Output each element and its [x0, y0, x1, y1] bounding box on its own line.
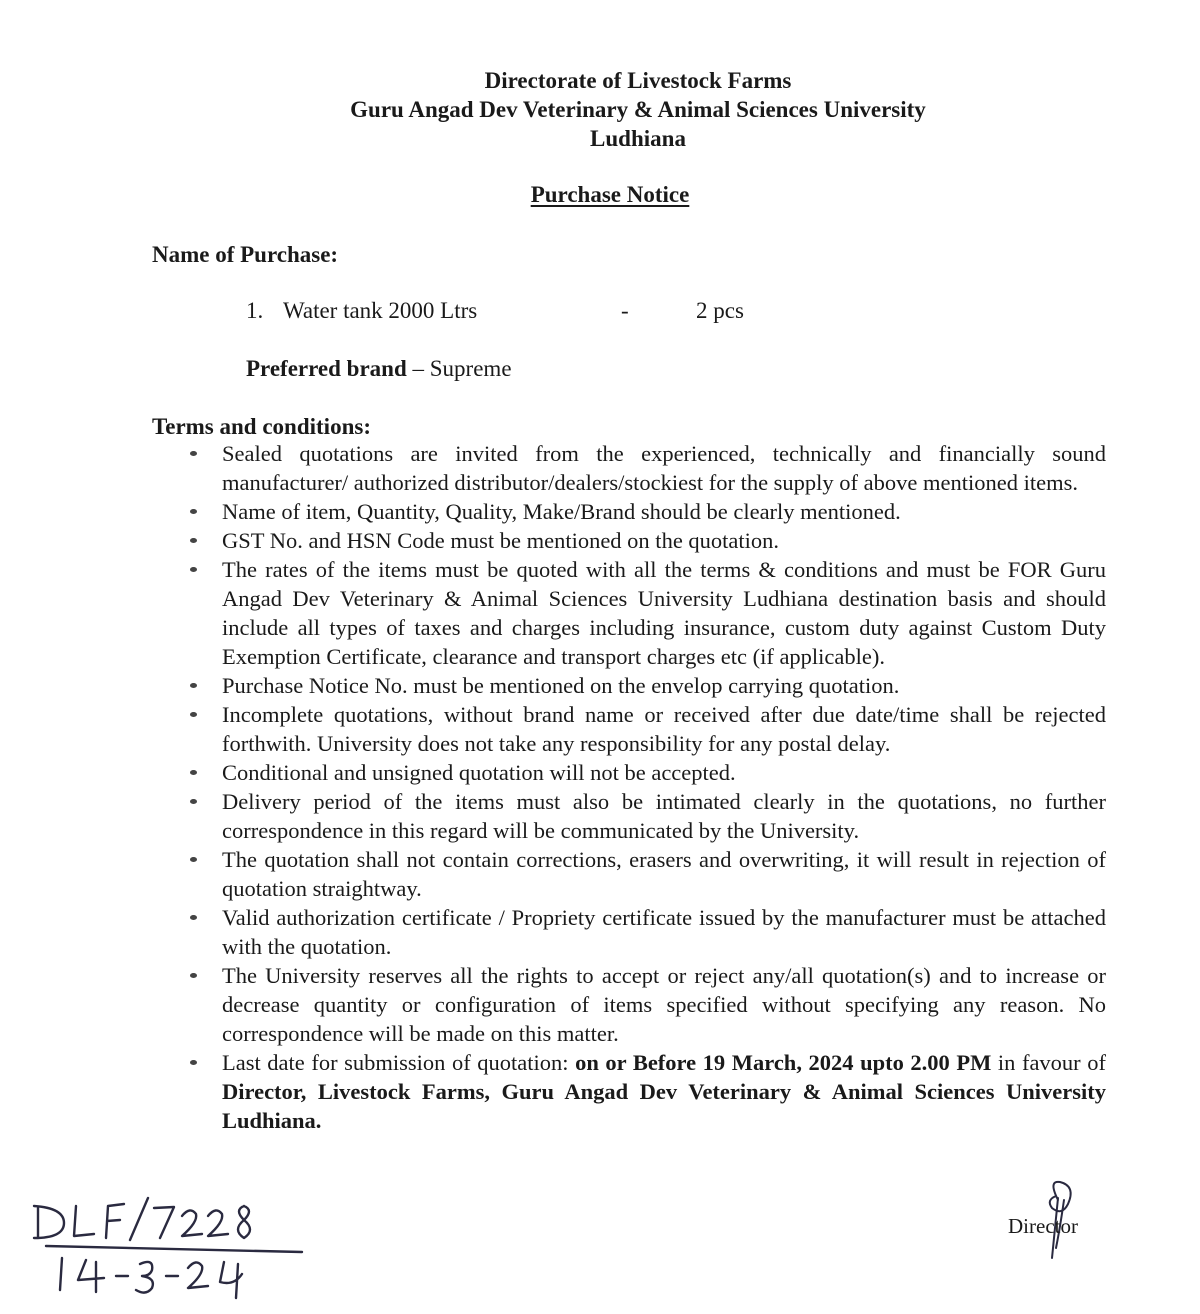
preferred-brand — [246, 356, 512, 382]
term-item — [186, 758, 1106, 787]
item-quantity: 2 pcs — [696, 298, 744, 323]
bullet-icon — [190, 1060, 197, 1065]
bullet-icon — [190, 915, 197, 920]
term-item — [186, 961, 1106, 1048]
term-item — [186, 439, 1106, 497]
term-text: The rates of the items must be quoted with all the terms & conditions and must be FOR Guru Angad Dev Veterinary & Animal Sciences University Ludhiana destination basis and should include all types of taxes and charges including insurance, custom duty against Custom Duty Exemption Certificate, clearance and transport charges etc (if applicable). — [222, 557, 1106, 669]
terms-list — [186, 439, 1106, 1135]
term-text: The University reserves all the rights to accept or reject any/all quotation(s) and to increase or decrease quantity or configuration of items specified without specifying any reason. No correspondence will be made on this matter. — [222, 963, 1106, 1046]
term-item — [186, 903, 1106, 961]
header-directorate: Directorate of Livestock Farms — [484, 68, 792, 93]
term-text: Valid authorization certificate / Propriety certificate issued by the manufacturer must be attached with the quotation. — [222, 905, 1106, 959]
item-dash: - — [621, 298, 629, 323]
term-text: Sealed quotations are invited from the experienced, technically and financially sound manufacturer/ authorized distributor/dealers/stockiest for the supply of above mentioned items. — [222, 441, 1106, 495]
term-item — [186, 845, 1106, 903]
term-text: Purchase Notice No. must be mentioned on the envelop carrying quotation. — [222, 673, 900, 698]
notice-title: Purchase Notice — [530, 182, 690, 207]
term-text: Incomplete quotations, without brand name or received after due date/time shall be rejected forthwith. University does not take any responsibility for any postal delay. — [222, 702, 1106, 756]
preferred-brand-label: Preferred brand — [246, 356, 407, 381]
last-date-value: on or Before 19 March, 2024 upto 2.00 PM — [575, 1050, 992, 1075]
term-item — [186, 555, 1106, 671]
term-text: Name of item, Quantity, Quality, Make/Brand should be clearly mentioned. — [222, 499, 901, 524]
signature-label: Director — [1008, 1214, 1078, 1238]
last-date-prefix: Last date for submission of quotation: — [222, 1050, 576, 1075]
handwritten-reference — [24, 1194, 324, 1304]
term-text: Conditional and unsigned quotation will not be accepted. — [222, 760, 736, 785]
term-text: GST No. and HSN Code must be mentioned on the quotation. — [222, 528, 780, 553]
name-of-purchase-label: Name of Purchase: — [152, 242, 339, 267]
term-item — [186, 526, 1106, 555]
last-date-recipient: Director, Livestock Farms, Guru Angad Dev Veterinary & Animal Sciences University Ludhiana. — [222, 1079, 1106, 1133]
term-item — [186, 671, 1106, 700]
term-item — [186, 497, 1106, 526]
item-name: Water tank 2000 Ltrs — [283, 298, 478, 323]
bullet-icon — [190, 857, 197, 862]
term-item — [186, 787, 1106, 845]
last-date-middle: in favour of — [991, 1050, 1106, 1075]
item-number: 1. — [246, 298, 264, 323]
bullet-icon — [190, 973, 197, 978]
term-item — [186, 700, 1106, 758]
bullet-icon — [190, 799, 197, 804]
header-university: Guru Angad Dev Veterinary & Animal Sciences University — [350, 97, 926, 122]
bullet-icon — [190, 683, 197, 688]
document-header — [0, 66, 1200, 153]
bullet-icon — [190, 567, 197, 572]
term-item-last-date — [186, 1048, 1106, 1135]
terms-label: Terms and conditions: — [152, 414, 371, 439]
bullet-icon — [190, 451, 197, 456]
bullet-icon — [190, 509, 197, 514]
term-text: Delivery period of the items must also be intimated clearly in the quotations, no further correspondence in this regard will be communicated by the University. — [222, 789, 1106, 843]
bullet-icon — [190, 770, 197, 775]
preferred-brand-separator: – — [406, 356, 430, 381]
bullet-icon — [190, 538, 197, 543]
header-city: Ludhiana — [590, 126, 686, 151]
preferred-brand-value: Supreme — [429, 356, 512, 381]
term-text: The quotation shall not contain corrections, erasers and overwriting, it will result in rejection of quotation straightway. — [222, 847, 1106, 901]
bullet-icon — [190, 712, 197, 717]
